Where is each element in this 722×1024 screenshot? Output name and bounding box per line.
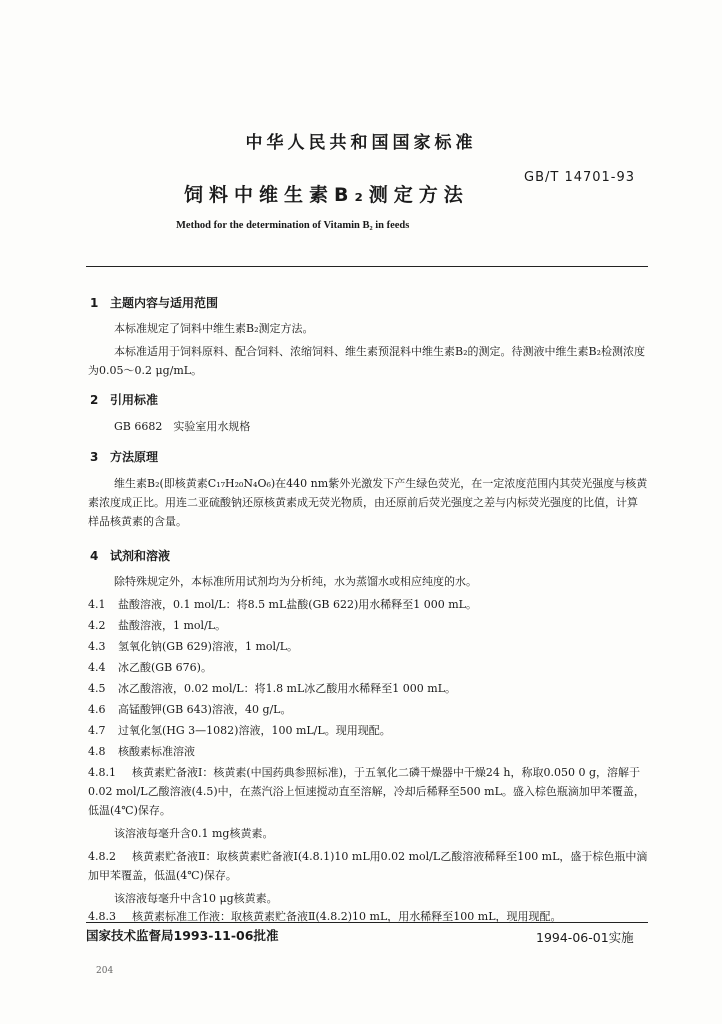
- bottom-rule: [86, 922, 648, 923]
- item-text: 过氧化氢(HG 3—1082)溶液，100 mL/L。现用现配。: [118, 724, 391, 737]
- item-number: 4.8.3: [88, 910, 116, 923]
- list-item: [88, 638, 298, 654]
- item-text: 冰乙酸(GB 676)。: [118, 661, 212, 674]
- section-title: 引用标准: [110, 393, 159, 407]
- section-title: 主题内容与适用范围: [110, 296, 219, 310]
- subitem-4-8-1-note: 该溶液每毫升含0.1 mg核黄素。: [114, 827, 274, 840]
- item-number: 4.8.2: [88, 850, 116, 863]
- section-title: 试剂和溶液: [110, 549, 171, 563]
- top-rule: [86, 266, 648, 267]
- list-item: [88, 680, 456, 696]
- section-1-paragraph-2: 本标准适用于饲料原料、配合饲料、浓缩饲料、维生素预混料中维生素B₂的测定。待测液中维生素B₂检测浓度为0.05～0.2 μg/mL。: [88, 345, 645, 377]
- section-title: 方法原理: [110, 450, 159, 464]
- page-number: 204: [96, 966, 114, 976]
- national-standard-heading: 中华人民共和国国家标准: [245, 133, 477, 153]
- item-number: 4.1: [88, 598, 106, 611]
- section-1-paragraph-1: 本标准规定了饲料中维生素B₂测定方法。: [114, 322, 314, 335]
- section-2-paragraph-1: GB 6682 实验室用水规格: [114, 420, 251, 433]
- item-text: 核黄素贮备液Ⅰ：核黄素(中国药典参照标准)，于五氧化二磷干燥器中干燥24 h，称取0.050 0 g，溶解于0.02 mol/L乙酸溶液(4.5)中，在蒸汽浴上恒速搅动直至溶解，冷却后稀释至500 mL。盛入棕色瓶滴加甲苯覆盖，低温(4℃)保存。: [88, 766, 645, 817]
- section-3-paragraph-1: 维生素B₂(即核黄素C₁₇H₂₀N₄O₆)在440 nm紫外光激发下产生绿色荧光，在一定浓度范围内其荧光强度与核黄素浓度成正比。用连二亚硫酸钠还原核黄素成无荧光物质，由还原前后荧光强度之差与内标荧光强度的比值，计算样品核黄素的含量。: [88, 477, 648, 528]
- section-number: 4: [90, 549, 99, 563]
- item-number: 4.8.1: [88, 766, 116, 779]
- section-3-heading: [90, 448, 158, 465]
- item-number: 4.2: [88, 619, 106, 632]
- section-4-heading: [90, 547, 170, 564]
- standard-number: GB/T 14701-93: [524, 170, 636, 185]
- section-number: 2: [90, 393, 99, 407]
- list-item: [88, 596, 477, 612]
- section-4-intro: 除特殊规定外，本标准所用试剂均为分析纯，水为蒸馏水或相应纯度的水。: [114, 575, 477, 588]
- item-number: 4.8: [88, 745, 106, 758]
- list-item: [88, 617, 226, 633]
- english-title: Method for the determination of Vitamin B₂ in feeds: [176, 220, 410, 231]
- item-number: 4.5: [88, 682, 106, 695]
- item-number: 4.3: [88, 640, 106, 653]
- effective-date: 1994-06-01实施: [536, 930, 634, 945]
- item-text: 盐酸溶液，1 mol/L。: [118, 619, 227, 632]
- section-number: 3: [90, 450, 99, 464]
- list-item: [88, 701, 292, 717]
- section-1-heading: [90, 294, 218, 311]
- item-text: 高锰酸钾(GB 643)溶液，40 g/L。: [118, 703, 292, 716]
- list-item: [88, 659, 212, 675]
- subitem-4-8-2-note: 该溶液每毫升中含10 μg核黄素。: [114, 892, 278, 905]
- item-number: 4.7: [88, 724, 106, 737]
- item-number: 4.6: [88, 703, 106, 716]
- item-number: 4.4: [88, 661, 106, 674]
- section-2-heading: [90, 391, 158, 408]
- section-number: 1: [90, 296, 99, 310]
- issued-date: 国家技术监督局1993-11-06批准: [86, 928, 279, 943]
- document-title: 饲料中维生素B₂测定方法: [184, 184, 469, 206]
- subitem-4-8-2: [88, 847, 648, 885]
- subitem-4-8-1: [88, 763, 648, 820]
- list-item: [88, 722, 391, 738]
- item-text: 冰乙酸溶液，0.02 mol/L：将1.8 mL冰乙酸用水稀释至1 000 mL。: [118, 682, 457, 695]
- item-text: 核黄素标准工作液：取核黄素贮备液Ⅱ(4.8.2)10 mL，用水稀释至100 mL，现用现配。: [132, 910, 562, 923]
- item-text: 氢氧化钠(GB 629)溶液，1 mol/L。: [118, 640, 299, 653]
- item-text: 盐酸溶液，0.1 mol/L：将8.5 mL盐酸(GB 622)用水稀释至1 000 mL。: [118, 598, 477, 611]
- item-text: 核酸素标准溶液: [118, 745, 195, 758]
- list-item: [88, 743, 195, 759]
- item-text: 核黄素贮备液Ⅱ：取核黄素贮备液Ⅰ(4.8.1)10 mL用0.02 mol/L乙酸溶液稀释至100 mL，盛于棕色瓶中滴加甲苯覆盖，低温(4℃)保存。: [88, 850, 648, 882]
